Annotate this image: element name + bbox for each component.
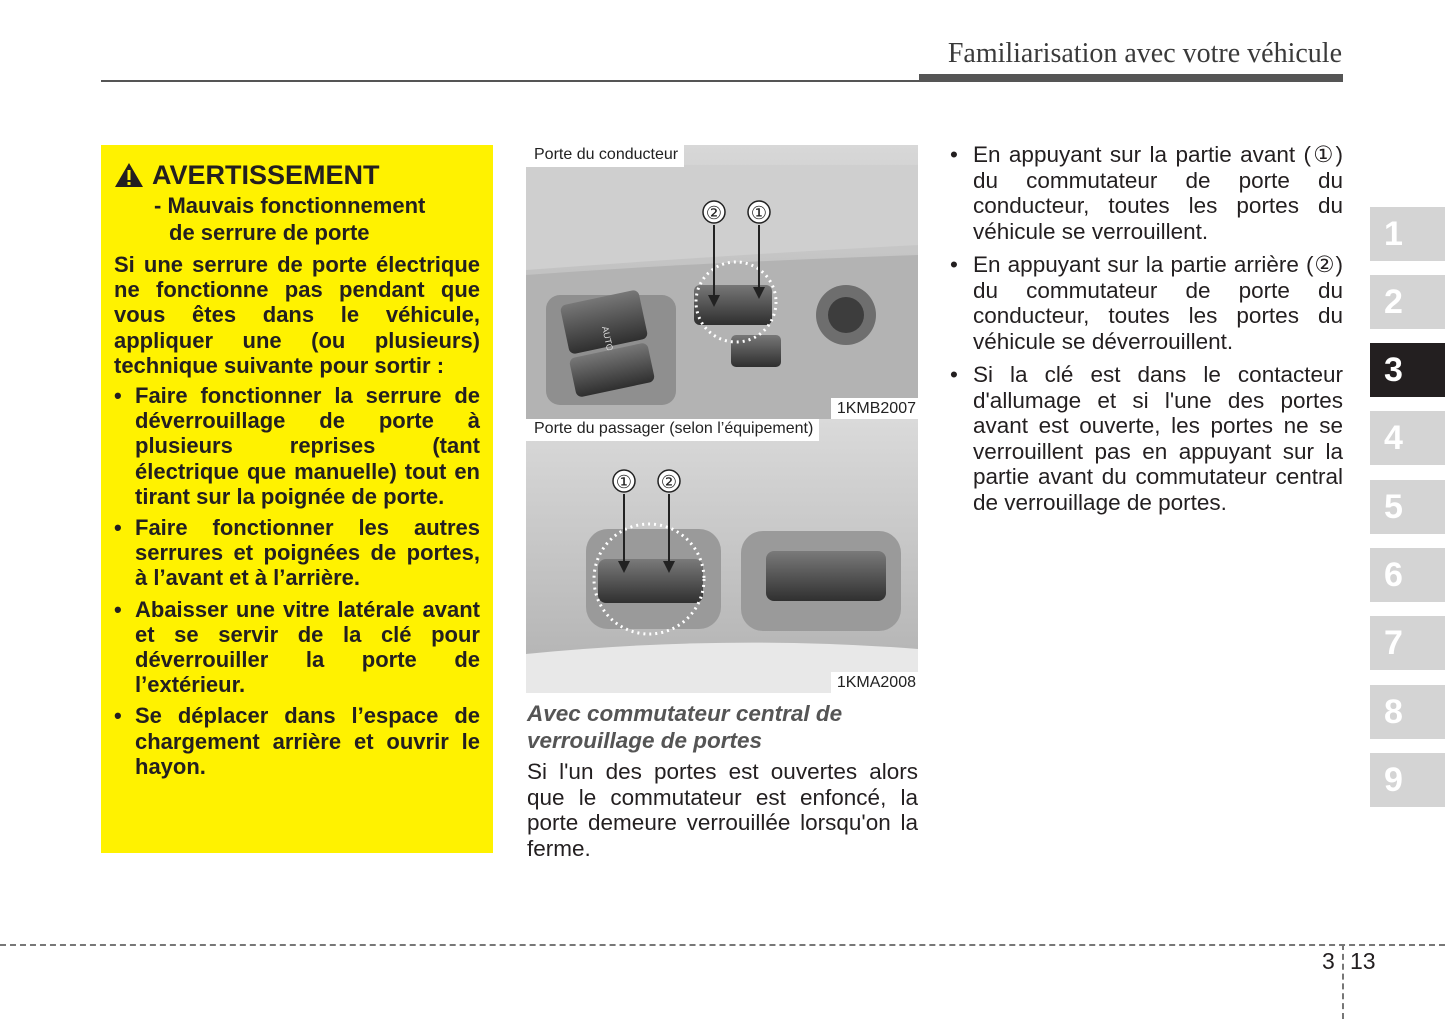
figure-caption-label: Porte du conducteur (526, 145, 684, 167)
page-number: 13 (1350, 948, 1376, 974)
warning-title: AVERTISSEMENT (152, 160, 380, 190)
chapter-tab-6[interactable]: 6 (1370, 548, 1445, 602)
warning-bullet (114, 515, 480, 591)
chapter-tab-8[interactable]: 8 (1370, 685, 1445, 739)
chapter-tab-9[interactable]: 9 (1370, 753, 1445, 807)
chapter-tab-1[interactable]: 1 (1370, 207, 1445, 261)
warning-bullet (114, 597, 480, 698)
right-bullet-text: Si la clé est dans le contacteur d'allumage et si l'une des portes avant est ouverte, les portes ne se verrouillent pas en appuyant sur la partie avant du commutateur central de verrouillage de portes. (973, 362, 1343, 515)
right-bullet (950, 142, 1343, 244)
right-bullet-text: En appuyant sur la partie avant (①) du commutateur de porte du conducteur, toutes les portes du véhicule se verrouillent. (973, 142, 1343, 244)
callout-1: ① (750, 203, 768, 224)
warning-bullet-text: Faire fonctionner la serrure de déverrouillage de porte à plusieurs reprises (tant électrique que manuelle) tout en tirant sur la poignée de porte. (135, 383, 480, 509)
chapter-tab-3[interactable]: 3 (1370, 343, 1445, 397)
bullet-dot: • (114, 703, 122, 729)
footer-rule (0, 944, 1445, 946)
right-bullet (950, 362, 1343, 515)
bullet-dot: • (950, 142, 958, 167)
bullet-dot: • (950, 252, 958, 277)
callout-2: ② (705, 203, 723, 224)
warning-box (101, 145, 493, 853)
figure-caption-label: Porte du passager (selon l’équipement) (526, 419, 819, 441)
right-bullet (950, 252, 1343, 354)
warning-bullet-text: Faire fonctionner les autres serrures et poignées de portes, à l’avant et à l’arrière. (135, 515, 480, 591)
warning-intro: Si une serrure de porte électrique ne fonctionne pas pendant que vous êtes dans le véhicule, appliquer une (ou plusieurs) technique suivante pour sortir : (114, 252, 480, 378)
chapter-tab-2[interactable]: 2 (1370, 275, 1445, 329)
header-rule (101, 80, 919, 82)
section-body: Si l'un des portes est ouvertes alors que le commutateur est enfoncé, la porte demeure verrouillée lorsqu'on la ferme. (527, 759, 918, 861)
bullet-dot: • (950, 362, 958, 387)
warning-bullet (114, 383, 480, 509)
warning-bullet-text: Abaisser une vitre latérale avant et se servir de la clé pour déverrouiller la porte de l’extérieur. (135, 596, 480, 698)
warning-heading (114, 159, 480, 191)
callout-1: ① (615, 472, 633, 493)
warning-subtitle-2: de serrure de porte (169, 220, 370, 245)
running-header-title: Familiarisation avec votre véhicule (947, 38, 1342, 69)
bullet-dot: • (114, 596, 122, 622)
passenger-door-switch-illustration (526, 419, 918, 693)
bullet-dot: • (114, 515, 122, 541)
bullet-dot: • (114, 383, 122, 409)
page-section-number: 3 (1322, 948, 1335, 974)
right-bullet-text: En appuyant sur la partie arrière (②) du commutateur de porte du conducteur, toutes les portes du véhicule se déverrouillent. (973, 252, 1343, 354)
warning-bullet (114, 703, 480, 779)
section-subtitle: Avec commutateur central de verrouillage de portes (527, 701, 843, 753)
figure-passenger-door (526, 419, 918, 693)
footer-divider (1342, 944, 1344, 1019)
header-rule-thick (919, 74, 1343, 82)
figure-code: 1KMB2007 (831, 398, 918, 419)
callout-2: ② (660, 472, 678, 493)
driver-door-switch-illustration (526, 145, 918, 419)
chapter-tab-7[interactable]: 7 (1370, 616, 1445, 670)
warning-bullet-text: Se déplacer dans l’espace de chargement arrière et ouvrir le hayon. (135, 703, 480, 779)
warning-subtitle-1: - Mauvais fonctionnement (154, 193, 426, 218)
warning-triangle-icon (114, 162, 144, 188)
chapter-tab-5[interactable]: 5 (1370, 480, 1445, 534)
figure-code: 1KMA2008 (831, 672, 918, 693)
figure-driver-door (526, 145, 918, 419)
chapter-tab-4[interactable]: 4 (1370, 411, 1445, 465)
right-column (950, 142, 1343, 523)
